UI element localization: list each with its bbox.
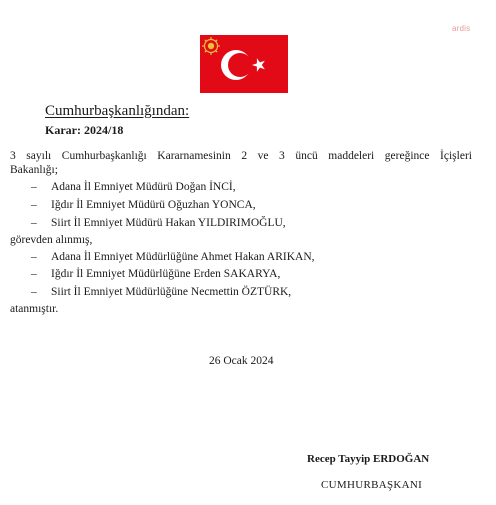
list-dash: – xyxy=(31,217,37,229)
decision-number: Karar: 2024/18 xyxy=(45,123,124,137)
list-dash: – xyxy=(31,181,37,193)
signer-first-name: Recep Tayyip xyxy=(307,453,374,465)
signer-title: CUMHURBAŞKANI xyxy=(321,479,423,491)
signer-surname: ERDOĞAN xyxy=(373,453,430,465)
dismissed-item: Siirt İl Emniyet Müdürü Hakan YILDIRIMOĞLU, xyxy=(51,217,286,229)
presidential-emblem-icon xyxy=(200,35,226,59)
list-dash: – xyxy=(31,199,37,211)
dismissed-item: Iğdır İl Emniyet Müdürü Oğuzhan YONCA, xyxy=(51,199,256,211)
dismissed-item: Adana İl Emniyet Müdürü Doğan İNCİ, xyxy=(51,181,236,193)
issuer-heading: Cumhurbaşkanlığından: xyxy=(45,103,190,119)
signer-name xyxy=(307,453,429,465)
intro-line-1: 3 sayılı Cumhurbaşkanlığı Kararnamesinin 2 ve 3 üncü maddeleri gereğince İçişleri xyxy=(10,150,472,162)
appointed-item: Iğdır İl Emniyet Müdürlüğüne Erden SAKARYA, xyxy=(51,268,281,280)
dismissed-text: görevden alınmış, xyxy=(10,234,93,246)
list-dash: – xyxy=(31,268,37,280)
list-dash: – xyxy=(31,251,37,263)
appointed-text: atanmıştır. xyxy=(10,303,59,315)
watermark-text: ardis xyxy=(452,24,471,33)
list-dash: – xyxy=(31,286,37,298)
decree-date: 26 Ocak 2024 xyxy=(209,355,274,367)
intro-line-2: Bakanlığı; xyxy=(10,164,58,176)
appointed-item: Siirt İl Emniyet Müdürlüğüne Necmettin ÖZTÜRK, xyxy=(51,286,292,298)
appointed-item: Adana İl Emniyet Müdürlüğüne Ahmet Hakan ARIKAN, xyxy=(51,251,315,263)
